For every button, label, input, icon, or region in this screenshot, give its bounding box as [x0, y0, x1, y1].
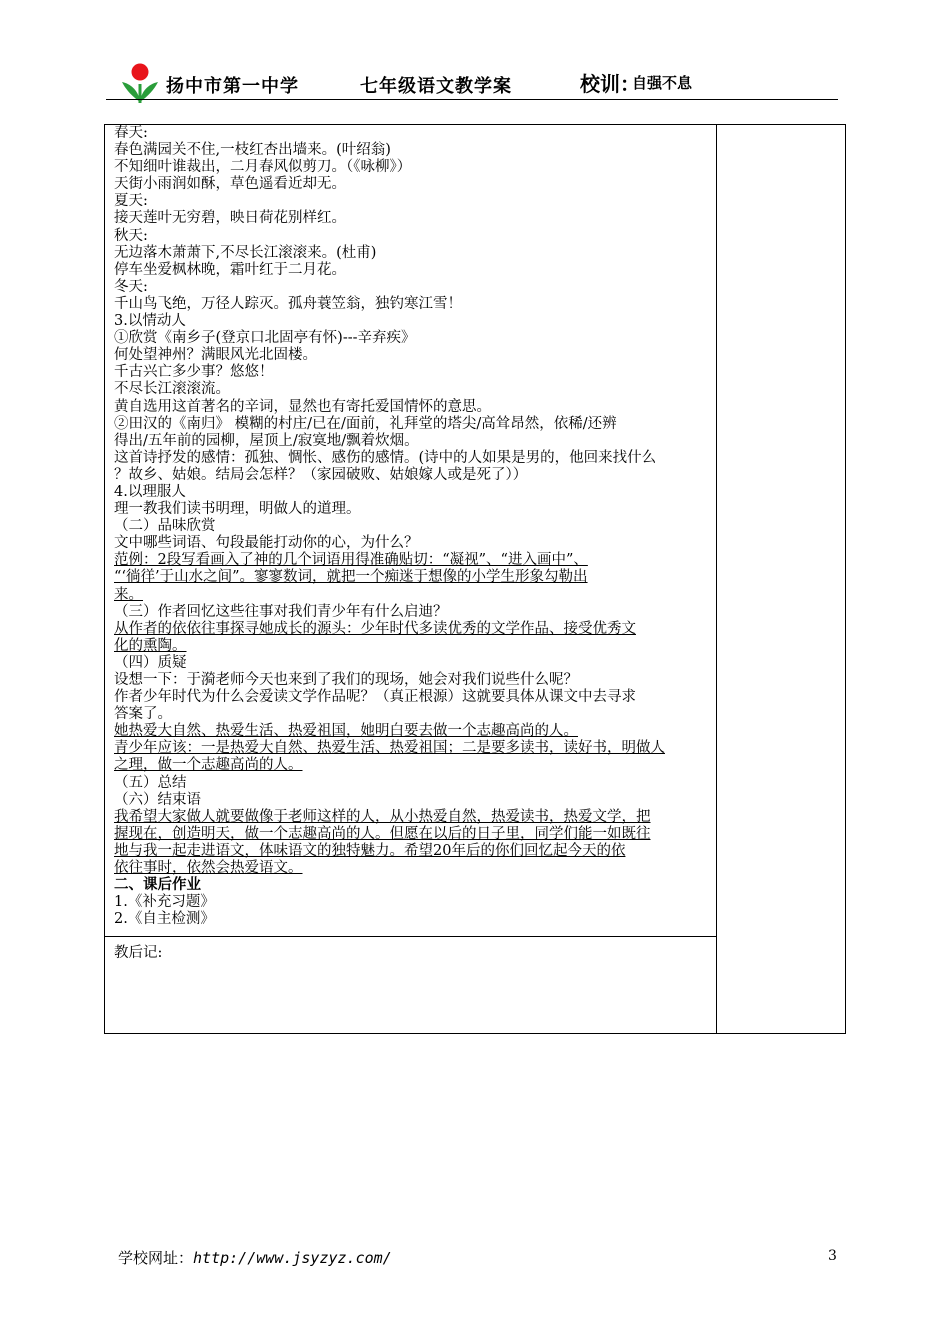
text-line: 设想一下：于漪老师今天也来到了我们的现场，她会对我们说些什么呢？	[114, 672, 578, 688]
course-title: 七年级语文教学案	[360, 76, 512, 97]
footer-label: 学校网址：	[118, 1249, 194, 1267]
header-divider	[106, 99, 838, 100]
text-line: 1.《补充习题》	[114, 894, 215, 911]
text-line: 答案了。	[114, 706, 172, 723]
text-line: 千古兴亡多少事？悠悠！	[114, 364, 274, 381]
underlined-text-line: 青少年应该：一是热爱大自然、热爱生活、热爱祖国；二是要多读书，读好书，明做人	[114, 740, 665, 757]
table-column-divider	[716, 124, 717, 1034]
motto-label: 校训：	[580, 72, 640, 96]
text-line: 黄自选用这首著名的辛词，显然也有寄托爱国情怀的意思。	[114, 398, 491, 415]
text-line: 春色满园关不住,一枝红杏出墙来。(叶绍翁)	[114, 142, 391, 159]
text-line: ②田汉的《南归》 模糊的村庄/已在/面前，礼拜堂的塔尖/高耸昂然，依稀/还辨	[114, 415, 617, 432]
text-line: 文中哪些词语、句段最能打动你的心，为什么？	[114, 535, 419, 552]
motto-text: 自强不息	[632, 74, 693, 92]
underlined-text-line: 从作者的依依往事探寻她成长的源头：少年时代多读优秀的文学作品、接受优秀文	[114, 620, 636, 637]
underlined-text-line: 握现在，创造明天，做一个志趣高尚的人。但愿在以后的日子里，同学们能一如既往	[114, 825, 651, 842]
text-line: 得出/五年前的园柳，屋顶上/寂寞地/飘着炊烟。	[114, 432, 419, 449]
lesson-content	[114, 125, 712, 928]
afterclass-notes-label: 教后记:	[114, 945, 163, 961]
text-line: 不知细叶谁裁出，二月春风似剪刀。（《咏柳》）	[114, 159, 412, 176]
underlined-text-line: “‘徜徉’于山水之间”。寥寥数词，就把一个痴迷于想像的小学生形象勾勒出	[114, 569, 588, 586]
text-line: （二）品味欣赏	[114, 518, 216, 535]
text-line: 3.以情动人	[114, 313, 186, 330]
text-line: 2.《自主检测》	[114, 911, 215, 928]
school-logo	[118, 62, 162, 104]
underlined-text-line: 来。	[114, 586, 143, 603]
text-line: （六）结束语	[114, 791, 201, 808]
text-line: 作者少年时代为什么会爱读文学作品呢？（真正根源）这就要具体从课文中去寻求	[114, 689, 636, 706]
underlined-text-line: 化的熏陶。	[114, 637, 187, 654]
text-line: 千山鸟飞绝，万径人踪灭。孤舟蓑笠翁，独钓寒江雪！	[114, 295, 462, 312]
page-header	[110, 60, 838, 100]
text-line: 秋天:	[114, 227, 148, 244]
underlined-text-line: 之理，做一个志趣高尚的人。	[114, 757, 303, 774]
underlined-text-line: 依往事时，依然会热爱语文。	[114, 860, 303, 877]
text-line: ①欣赏《南乡子(登京口北固亭有怀)---辛弃疾》	[114, 330, 416, 347]
underlined-text-line: 她热爱大自然、热爱生活、热爱祖国，她明白要去做一个志趣高尚的人。	[114, 723, 578, 740]
text-line: 不尽长江滚滚流。	[114, 381, 230, 398]
footer-url-link[interactable]: http://www.jsyzyz.com/	[193, 1249, 392, 1267]
text-line: 天街小雨润如酥，草色遥看近却无。	[114, 176, 346, 193]
text-line: （五）总结	[114, 774, 187, 791]
text-line: （四）质疑	[114, 654, 187, 671]
footer-website	[118, 1247, 392, 1268]
text-line: ？故乡、姑娘。结局会怎样？（家园破败、姑娘嫁人或是死了））	[114, 466, 528, 483]
text-line: 4.以理服人	[114, 483, 186, 500]
text-line: 无边落木萧萧下,不尽长江滚滚来。(杜甫)	[114, 244, 377, 261]
text-line: （三）作者回忆这些往事对我们青少年有什么启迪？	[114, 603, 448, 620]
underlined-text-line: 地与我一起走进语文，体味语文的独特魅力。希望20年后的你们回忆起今天的依	[114, 842, 626, 859]
text-line: 何处望神州？满眼风光北固楼。	[114, 347, 317, 364]
text-line: 夏天:	[114, 193, 148, 210]
text-line: 接天莲叶无穷碧，映日荷花别样红。	[114, 210, 346, 227]
text-line: 春天:	[114, 125, 148, 141]
underlined-text-line: 范例：2段写看画入了神的几个词语用得准确贴切：“凝视”、“进入画中”、	[114, 552, 588, 569]
section-heading: 二、课后作业	[114, 877, 201, 894]
text-line: 理一教我们读书明理，明做人的道理。	[114, 501, 361, 518]
text-line: 冬天:	[114, 278, 148, 295]
text-line: 这首诗抒发的感情：孤独、惆怅、感伤的感情。(诗中的人如果是男的，他回来找什么	[114, 449, 657, 466]
school-name: 扬中市第一中学	[166, 76, 299, 97]
table-row-divider	[104, 936, 716, 937]
page-number: 3	[828, 1248, 837, 1264]
underlined-text-line: 我希望大家做人就要做像于老师这样的人，从小热爱自然，热爱读书，热爱文学，把	[114, 808, 651, 825]
text-line: 停车坐爱枫林晚，霜叶红于二月花。	[114, 261, 346, 278]
